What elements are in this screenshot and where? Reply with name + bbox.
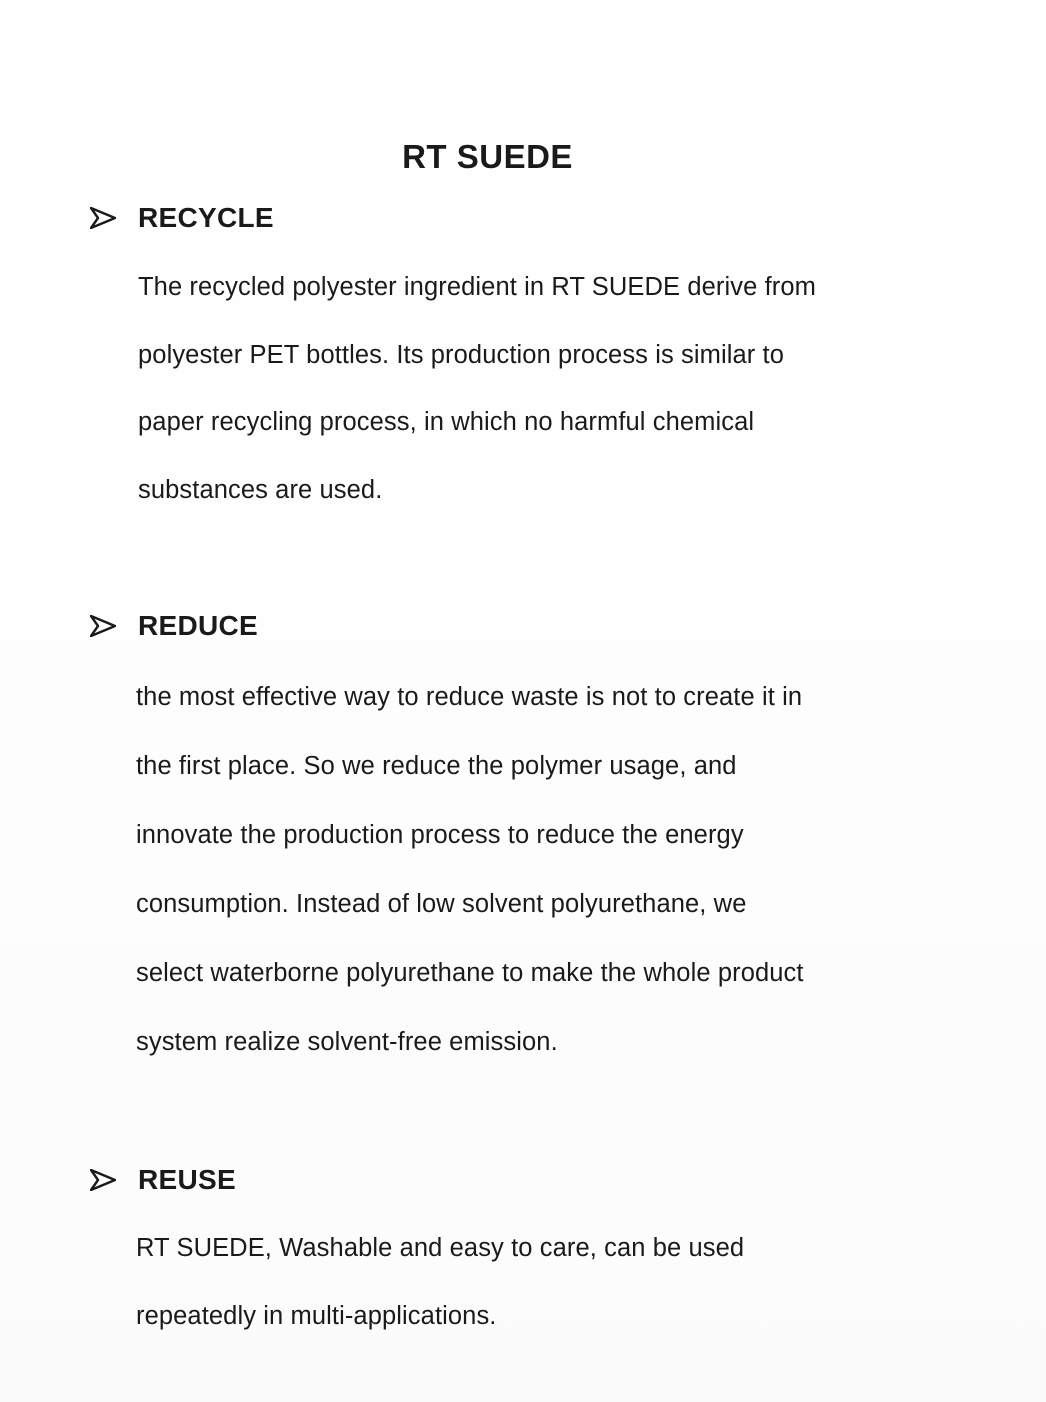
paragraph-line: paper recycling process, in which no harmful chemical [138,408,755,436]
paragraph-line: select waterborne polyurethane to make the whole product [136,959,804,987]
section-heading-text: REDUCE [138,610,259,641]
arrow-bullet-icon [90,1169,116,1191]
arrow-bullet-icon [90,615,116,637]
paragraph-line: repeatedly in multi-applications. [136,1302,497,1330]
section-heading [90,198,274,238]
paragraph-line: The recycled polyester ingredient in RT SUEDE derive from [138,273,816,301]
paragraph-line: substances are used. [138,476,383,504]
paragraph-line: the first place. So we reduce the polymer usage, and [136,752,737,780]
section-heading-text: REUSE [138,1164,236,1195]
section-heading-text: RECYCLE [138,202,274,233]
paragraph-line: system realize solvent-free emission. [136,1028,558,1056]
paragraph-line: innovate the production process to reduce the energy [136,821,744,849]
paragraph-line: the most effective way to reduce waste is not to create it in [136,683,803,711]
paragraph-line: RT SUEDE, Washable and easy to care, can be used [136,1234,745,1262]
paragraph-line: consumption. Instead of low solvent polyurethane, we [136,890,747,918]
arrow-bullet-icon [90,207,116,229]
section-heading [90,1160,236,1200]
paragraph-line: polyester PET bottles. Its production process is similar to [138,341,785,369]
section-heading [90,606,258,646]
page-title: RT SUEDE [402,138,573,175]
